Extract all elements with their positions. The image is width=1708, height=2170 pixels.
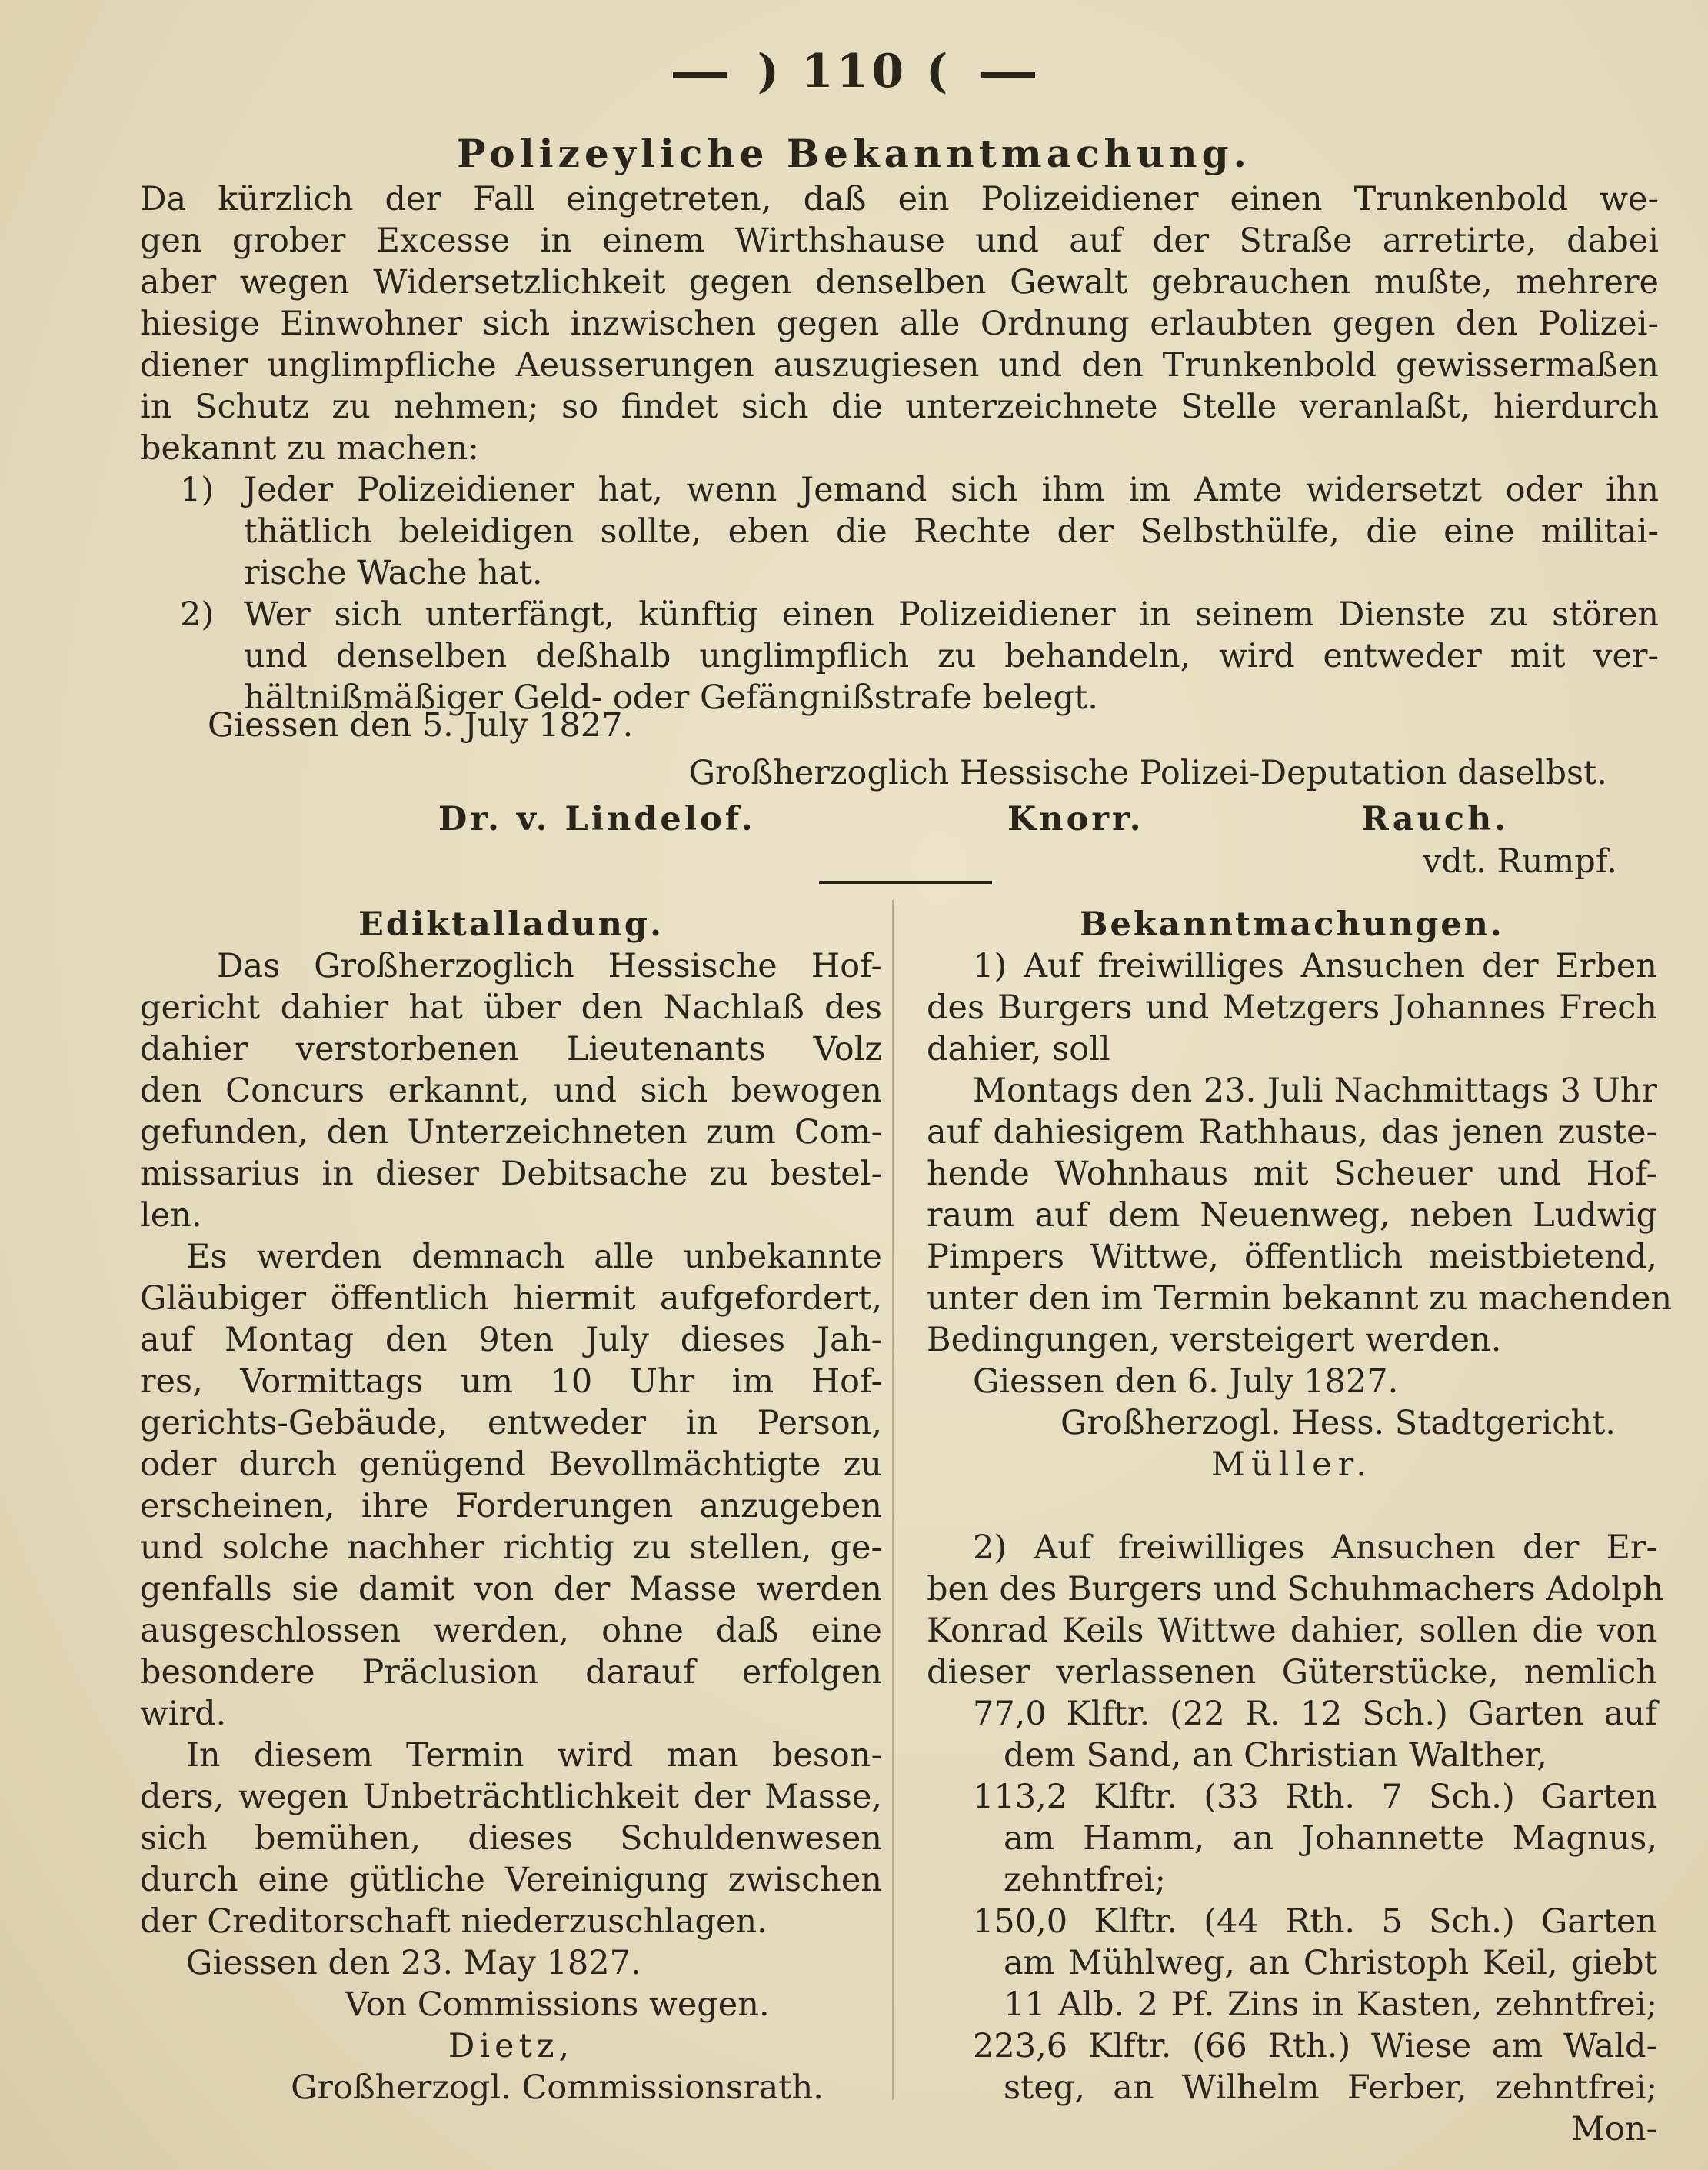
column-line: besondere Präclusion darauf erfolgen [140,1653,882,1692]
item-line: Jeder Polizeidiener hat, wenn Jemand sich ihm im Amte widersetzt oder ihn [244,471,1659,509]
header-dash-right [981,72,1035,78]
column-line: genfalls sie damit von der Masse werden [140,1570,882,1608]
column-line: dem Sand, an Christian Walther, [1004,1736,1547,1775]
column-line: auf Montag den 9ten July dieses Jah- [140,1321,882,1359]
notice1-authority: Großherzogl. Hess. Stadtgericht. [1060,1404,1616,1442]
column-line: missarius in dieser Debitsache zu bestel- [140,1155,882,1193]
notice1-date: Giessen den 6. July 1827. [973,1362,1399,1401]
item-number: 1) [180,471,215,509]
left-column [140,904,882,2108]
column-line: gerichts-Gebäude, entweder in Person, [140,1404,882,1442]
column-divider [892,900,894,2100]
item-number: 2) [180,595,215,634]
column-line: dieser verlassenen Güterstücke, nemlich [927,1653,1657,1692]
left-column-signer: Dietz, [448,2027,574,2065]
notice-authority: Großherzoglich Hessische Polizei-Deputation daselbst. [688,754,1607,792]
left-column-role: Großherzogl. Commissionsrath. [291,2068,824,2107]
column-line: erscheinen, ihre Forderungen anzugeben [140,1487,882,1525]
section-divider [819,881,992,884]
column-line: durch eine gütliche Vereinigung zwischen [140,1861,882,1899]
column-line: wird. [140,1695,227,1733]
column-line: res, Vormittags um 10 Uhr im Hof- [140,1362,882,1401]
column-line: Gläubiger öffentlich hiermit aufgefordert, [140,1279,882,1318]
column-line: 77,0 Klftr. (22 R. 12 Sch.) Garten auf [973,1695,1657,1733]
column-line: den Concurs erkannt, und sich bewogen [140,1072,882,1110]
column-line: Mon- [1570,2110,1657,2148]
notice-intro-line: hiesige Einwohner sich inzwischen gegen alle Ordnung erlaubten gegen den Polizei- [140,305,1659,343]
column-line: In diesem Termin wird man beson- [186,1736,882,1775]
column-line: gefunden, den Unterzeichneten zum Com- [140,1113,882,1152]
column-line: Montags den 23. Juli Nachmittags 3 Uhr [973,1072,1657,1110]
column-line: unter den im Termin bekannt zu machenden [927,1279,1673,1318]
column-line: Das Großherzoglich Hessische Hof- [217,947,882,985]
column-line: 11 Alb. 2 Pf. Zins in Kasten, zehntfrei; [1004,1985,1657,2024]
signer-name: Dr. v. Lindelof. [438,800,756,838]
left-column-date: Giessen den 23. May 1827. [186,1944,641,1982]
notice-title: Polizeyliche Bekanntmachung. [457,131,1251,176]
column-line: len. [140,1196,202,1235]
column-line: Konrad Keils Wittwe dahier, sollen die von [927,1612,1657,1650]
column-line: sich bemühen, dieses Schuldenwesen [140,1819,882,1858]
column-line: Pimpers Wittwe, öffentlich meistbietend, [927,1238,1657,1276]
column-line: auf dahiesigem Rathhaus, das jenen zuste- [927,1113,1657,1152]
column-line: dahier, soll [927,1030,1110,1068]
column-line: 223,6 Klftr. (66 Rth.) Wiese am Wald- [973,2027,1657,2065]
notice-item [140,594,1659,718]
notice-intro-line: aber wegen Widersetzlichkeit gegen denselben Gewalt gebrauchen mußte, mehrere [140,263,1659,302]
item-line: hältnißmäßiger Geld- oder Gefängnißstrafe belegt. [244,678,1098,717]
right-column-title: Bekanntmachungen. [1080,905,1504,944]
column-line: raum auf dem Neuenweg, neben Ludwig [927,1196,1657,1235]
column-line: hende Wohnhaus mit Scheuer und Hof- [927,1155,1657,1193]
right-column [927,904,1673,2150]
column-line: ders, wegen Unbeträchtlichkeit der Masse, [140,1778,882,1816]
left-column-commission: Von Commissions wegen. [345,1985,770,2024]
column-line: 150,0 Klftr. (44 Rth. 5 Sch.) Garten [973,1902,1657,1941]
column-line: Bedingungen, versteigert werden. [927,1321,1502,1359]
column-line: gericht dahier hat über den Nachlaß des [140,988,882,1027]
item-line: thätlich beleidigen sollte, eben die Rechte der Selbsthülfe, die eine militai- [244,512,1659,551]
notice-items [140,469,1659,718]
header-dash-left [673,72,727,78]
page-header [0,45,1708,98]
notice-intro-line: Da kürzlich der Fall eingetreten, daß ein Polizeidiener einen Trunkenbold we- [140,180,1659,218]
item-line: Wer sich unterfängt, künftig einen Polizeidiener in seinem Dienste zu stören [244,595,1659,634]
column-line: 2) Auf freiwilliges Ansuchen der Er- [973,1528,1657,1567]
column-line: ben des Burgers und Schuhmachers Adolph [927,1570,1664,1608]
column-line: zehntfrei; [1004,1861,1166,1899]
notice-item [140,469,1659,594]
item-line: rische Wache hat. [244,554,543,592]
notice-intro-line: gen grober Excesse in einem Wirthshause und auf der Straße arretirte, dabei [140,222,1659,260]
column-line: 113,2 Klftr. (33 Rth. 7 Sch.) Garten [973,1778,1657,1816]
page-number: ) 110 ( [757,45,951,98]
column-line: des Burgers und Metzgers Johannes Frech [927,988,1657,1027]
column-line: und solche nachher richtig zu stellen, ge- [140,1528,882,1567]
notice-vdt: vdt. Rumpf. [1423,842,1617,881]
signer-name: Rauch. [1361,800,1510,838]
notice1-signer: Müller. [1210,1445,1373,1484]
notice-intro-line: diener unglimpfliche Aeusserungen auszugiesen und den Trunkenbold gewissermaßen [140,346,1659,385]
notice-date: Giessen den 5. July 1827. [208,706,634,745]
item-line: und denselben deßhalb unglimpflich zu behandeln, wird entweder mit ver- [244,637,1659,675]
left-column-title: Ediktalladung. [358,905,664,944]
column-line: am Mühlweg, an Christoph Keil, giebt [1004,1944,1657,1982]
column-line: steg, an Wilhelm Ferber, zehntfrei; [1004,2068,1657,2107]
column-line: am Hamm, an Johannette Magnus, [1004,1819,1657,1858]
signer-name: Knorr. [1007,800,1144,838]
column-line: 1) Auf freiwilliges Ansuchen der Erben [973,947,1657,985]
notice-intro-line: in Schutz zu nehmen; so findet sich die unterzeichnete Stelle veranlaßt, hierdurch [140,388,1659,426]
column-line: dahier verstorbenen Lieutenants Volz [140,1030,882,1068]
notice-intro-line: bekannt zu machen: [140,429,479,468]
column-line: ausgeschlossen werden, ohne daß eine [140,1612,882,1650]
column-line: Es werden demnach alle unbekannte [186,1238,882,1276]
notice-intro [140,178,1659,469]
spacer [927,1485,1657,1527]
column-line: oder durch genügend Bevollmächtigte zu [140,1445,882,1484]
column-line: der Creditorschaft niederzuschlagen. [140,1902,767,1941]
